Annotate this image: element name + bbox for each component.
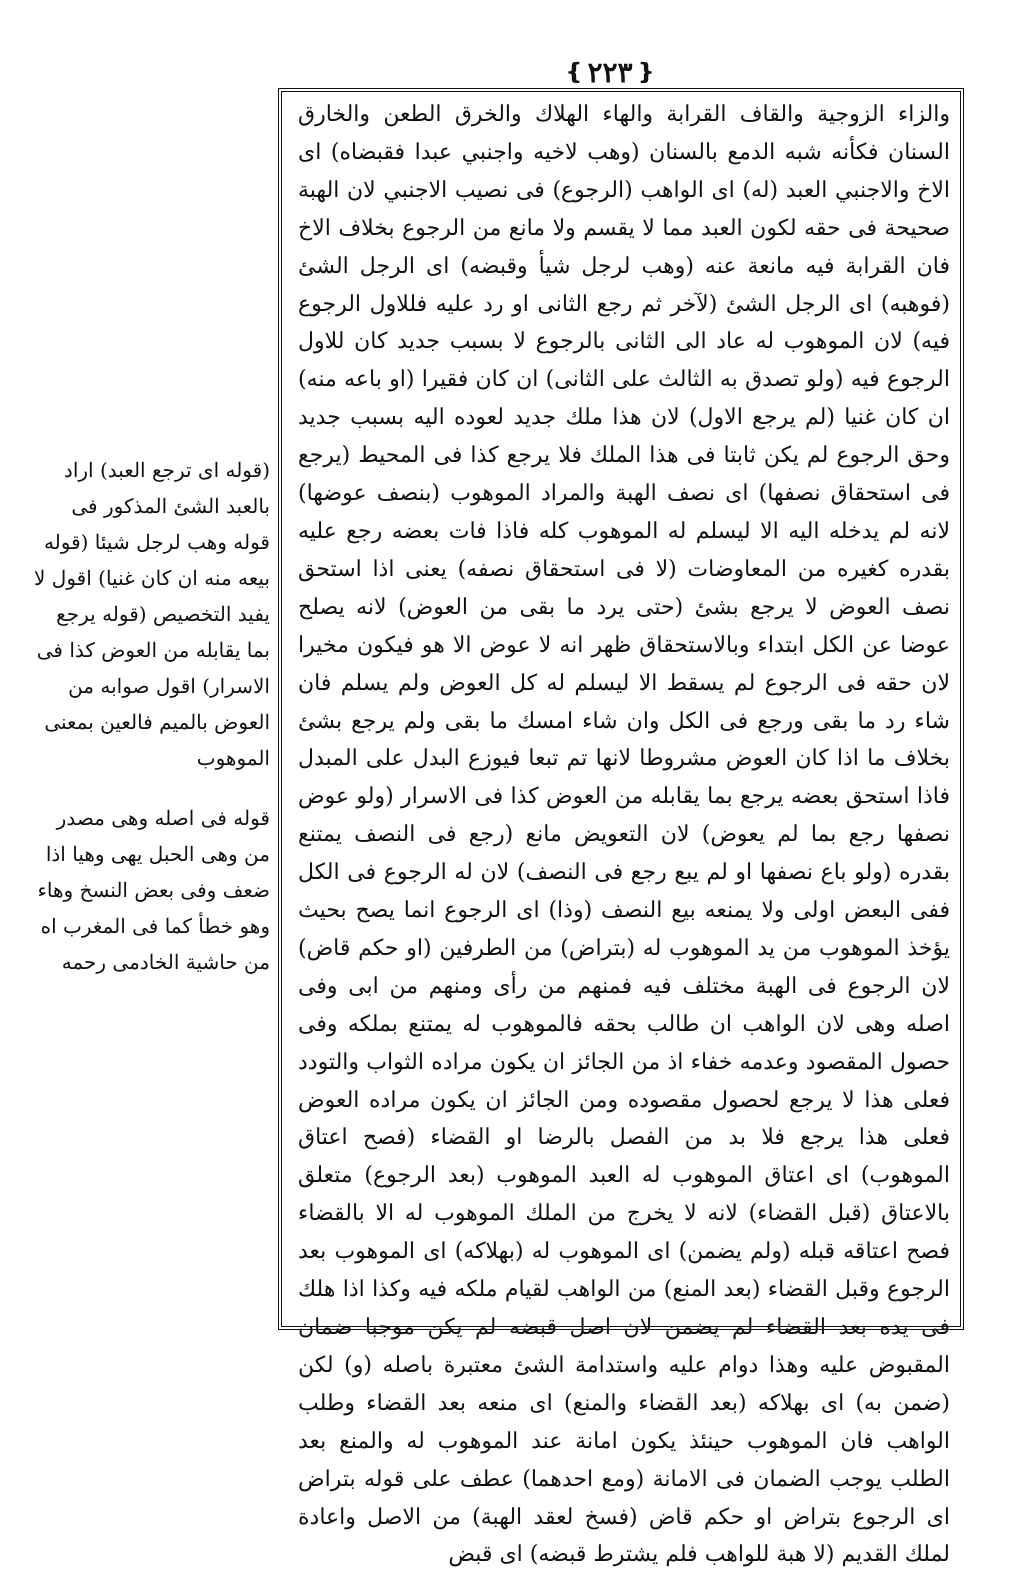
margin-note-1: (قوله اى ترجع العبد) اراد بالعبد الشئ المذكور فى قوله وهب لرجل شيئا (قوله بيعه منه ان كان غنيا) اقول لا يفيد التخصيص (قوله يرجع بما يقابله من العوض كذا فى الاسرار) اقول صوابه من العوض بالميم فالعين بمعنى الموهوب [34, 458, 270, 770]
ornament-left: ❴ [636, 59, 655, 85]
page-number-text: ٢٢٣ [587, 55, 633, 89]
page-number [555, 52, 665, 92]
margin-note-2: قوله فى اصله وهى مصدر من وهى الحبل يهى وهيا اذا ضعف وفى بعض النسخ وهاء وهو خطأ كما فى المغرب اه من حاشية الخادمى رحمه [37, 806, 270, 974]
main-text-block [298, 96, 950, 1568]
main-text-body: والزاء الزوجية والقاف القرابة والهاء الهلاك والخرق الطعن والخارق السنان فكأنه شبه الدمع بالسنان (وهب لاخيه واجنبي عبدا فقبضاه) اى الاخ والاجنبي العبد (له) اى الواهب (الرجوع) فى نصيب الاجنبي لان الهبة صحيحة فى حقه لكون العبد مما لا يقسم ولا مانع من الرجوع بخلاف الاخ فان القرابة فيه مانعة عنه (وهب لرجل شيأ وقبضه) اى الرجل الشئ (فوهبه) اى الرجل الشئ (لآخر ثم رجع الثانى او رد عليه فللاول الرجوع فيه) لان الموهوب له عاد الى الثانى بالرجوع لا بسبب جديد كان للاول الرجوع فيه (ولو تصدق به الثالث على الثانى) ان كان فقيرا (او باعه منه) ان كان غنيا (لم يرجع الاول) لان هذا ملك جديد لعوده اليه بسبب جديد وحق الرجوع لم يكن ثابتا فى هذا الملك فلا يرجع كذا فى المحيط (يرجع فى استحقاق نصفها) اى نصف الهبة والمراد الموهوب (بنصف عوضها) لانه لم يدخله اليه الا ليسلم له الموهوب كله فاذا فات بعضه رجع عليه بقدره كغيره من المعاوضات (لا فى استحقاق نصفه) يعنى اذا استحق نصف العوض لا يرجع بشئ (حتى يرد ما بقى من العوض) لانه يصلح عوضا عن الكل ابتداء وبالاستحقاق ظهر انه لا عوض الا هو فيكون مخيرا لان حقه فى الرجوع لم يسقط الا ليسلم له كل العوض ولم يسلم فان شاء رد ما بقى ورجع فى الكل وان شاء امسك ما بقى ولم يرجع بشئ بخلاف ما اذا كان العوض مشروطا لانها تم تبعا فيوزع البدل على المبدل فاذا استحق بعضه يرجع بما يقابله من العوض كذا فى الاسرار (ولو عوض نصفها رجع بما لم يعوض) لان التعويض مانع (رجع فى النصف يمتنع بقدره (ولو باع نصفها او لم يبع رجع فى النصف) لان له الرجوع فى الكل ففى البعض اولى ولا يمنعه بيع النصف (وذا) اى الرجوع انما يصح بحيث يؤخذ الموهوب من يد الموهوب له (بتراض) من الطرفين (او حكم قاض) لان الرجوع فى الهبة مختلف فيه فمنهم من رأى ومنهم من ابى وفى اصله وهى لان الواهب ان طالب بحقه فالموهوب له يمتنع بملكه وفى حصول المقصود وعدمه خفاء اذ من الجائز ان يكون مراده الثواب والتودد فعلى هذا لا يرجع لحصول مقصوده ومن الجائز ان يكون مراده العوض فعلى هذا يرجع فلا بد من الفصل بالرضا او القضاء (فصح اعتاق الموهوب) اى اعتاق الموهوب له العبد الموهوب (بعد الرجوع) متعلق بالاعتاق (قبل القضاء) لانه لا يخرج من الملك الموهوب له الا بالقضاء فصح اعتاقه قبله (ولم يضمن) اى الموهوب له (بهلاكه) اى الموهوب بعد الرجوع وقبل القضاء (بعد المنع) من الواهب لقيام ملكه فيه وكذا اذا هلك فى يده بعد القضاء لم يضمن لان اصل قبضه لم يكن موجبا ضمان المقبوض عليه وهذا دوام عليه واستدامة الشئ معتبرة باصله (و) لكن (ضمن به) اى بهلاكه (بعد القضاء والمنع) اى منعه بعد القضاء وطلب الواهب فان الموهوب حينئذ يكون امانة عند الموهوب له والمنع بعد الطلب يوجب الضمان فى الامانة (ومع احدهما) عطف على قوله بتراض اى الرجوع بتراض او حكم قاض (فسخ لعقد الهبة) من الاصل واعادة لملك القديم (لا هبة للواهب فلم يشترط قبضه) اى قبض [298, 102, 950, 1568]
ornament-right: ❵ [565, 59, 584, 85]
